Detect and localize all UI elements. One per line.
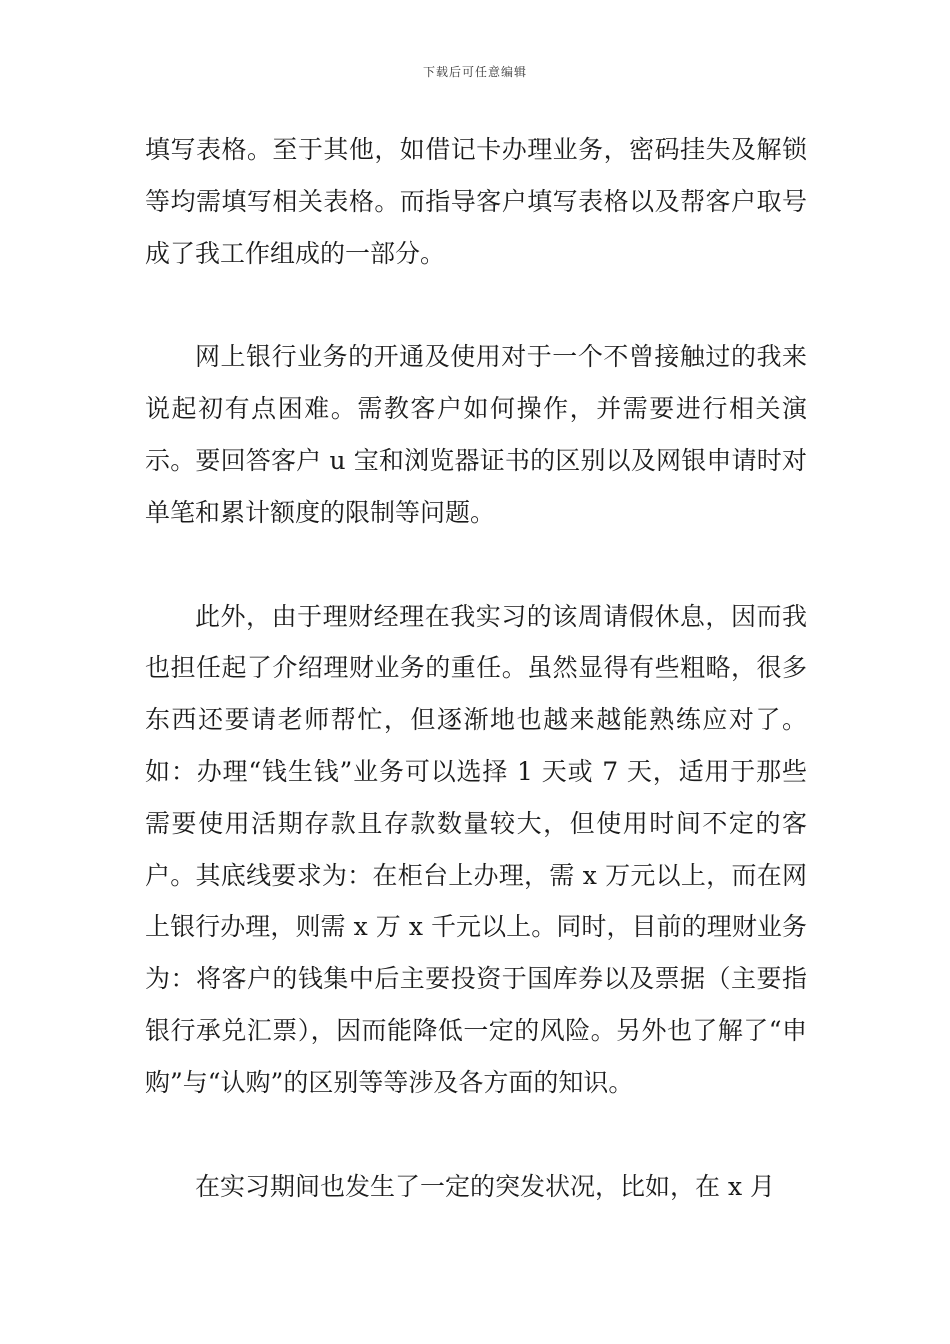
page-header-note: 下载后可任意编辑 <box>422 65 527 79</box>
paragraph-1: 填写表格。至于其他，如借记卡办理业务，密码挂失及解锁等均需填写相关表格。而指导客户填写表格以及帮客户取号成了我工作组成的一部分。 <box>145 135 807 268</box>
document-body <box>145 124 807 1212</box>
paragraph-2: 网上银行业务的开通及使用对于一个不曾接触过的我来说起初有点困难。需教客户如何操作，并需要进行相关演示。要回答客户 u 宝和浏览器证书的区别以及网银申请时对单笔和累计额度的限制等问题。 <box>145 342 807 527</box>
paragraph-3: 此外，由于理财经理在我实习的该周请假休息，因而我也担任起了介绍理财业务的重任。虽然显得有些粗略，很多东西还要请老师帮忙，但逐渐地也越来越能熟练应对了。如：办理“钱生钱”业务可以选择 1 天或 7 天，适用于那些需要使用活期存款且存款数量较大，但使用时间不定的客户。其底线要求为：在柜台上办理，需 x 万元以上，而在网上银行办理，则需 x 万 x 千元以上。同时，目前的理财业务为：将客户的钱集中后主要投资于国库券以及票据（主要指银行承兑汇票），因而能降低一定的风险。另外也了解了“申购”与“认购”的区别等等涉及各方面的知识。 <box>145 601 807 1097</box>
paragraph-4: 在实习期间也发生了一定的突发状况，比如，在 x 月 <box>195 1171 775 1201</box>
